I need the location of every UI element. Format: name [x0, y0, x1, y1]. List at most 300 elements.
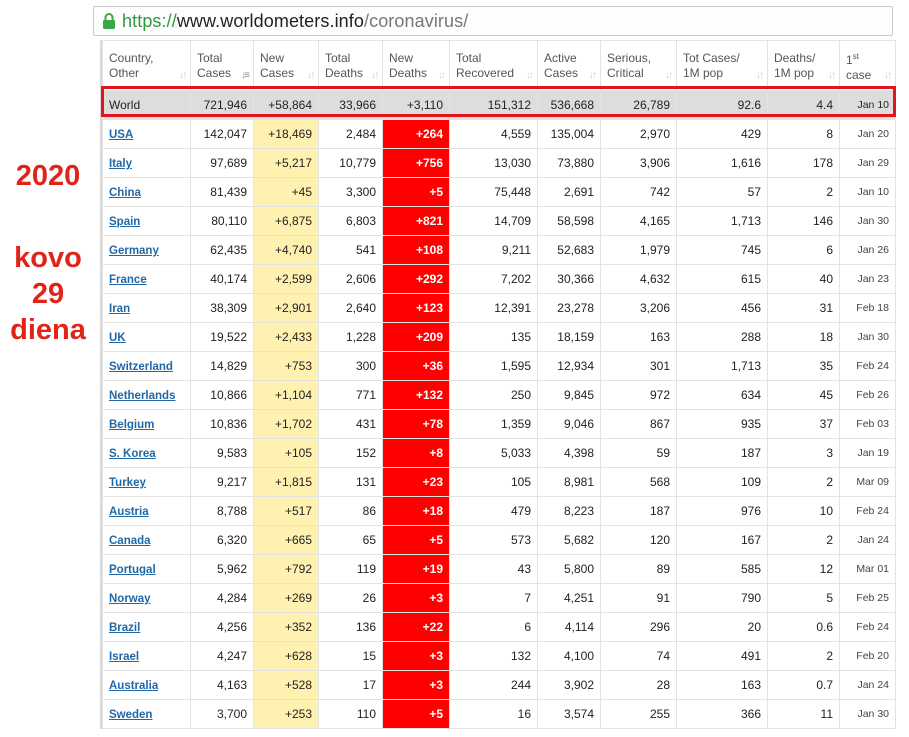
cell-total-deaths: 136 [319, 613, 383, 642]
cell-cases-per-1m: 634 [677, 381, 768, 410]
country-link[interactable]: Austria [109, 506, 149, 518]
covid-table [102, 40, 896, 729]
cell-first-case: Mar 01 [840, 555, 896, 584]
country-link[interactable]: Iran [109, 303, 131, 315]
cell-country [103, 265, 191, 294]
world-total-cases: 721,946 [191, 91, 254, 120]
cell-total-cases: 97,689 [191, 149, 254, 178]
world-total-deaths: 33,966 [319, 91, 383, 120]
cell-country [103, 642, 191, 671]
cell-first-case: Jan 24 [840, 526, 896, 555]
country-link[interactable]: Belgium [109, 419, 155, 431]
sort-icon[interactable]: ↓↑ [665, 70, 671, 81]
country-link[interactable]: UK [109, 332, 126, 344]
country-link[interactable]: Sweden [109, 709, 153, 721]
table-row [103, 120, 896, 149]
header-label-line1: New [260, 50, 285, 65]
cell-cases-per-1m: 163 [677, 671, 768, 700]
cell-deaths-per-1m: 10 [768, 497, 840, 526]
table-row [103, 613, 896, 642]
table-header-row [103, 41, 896, 91]
cell-serious-critical: 89 [601, 555, 677, 584]
cell-total-recovered: 7,202 [450, 265, 538, 294]
world-total-recovered: 151,312 [450, 91, 538, 120]
country-link[interactable]: Israel [109, 651, 140, 663]
cell-total-deaths: 300 [319, 352, 383, 381]
cell-total-recovered: 132 [450, 642, 538, 671]
cell-new-deaths: +78 [383, 410, 450, 439]
country-link[interactable]: Germany [109, 245, 159, 257]
cell-cases-per-1m: 745 [677, 236, 768, 265]
country-link[interactable]: Switzerland [109, 361, 173, 373]
cell-new-deaths: +3 [383, 671, 450, 700]
cell-total-recovered: 7 [450, 584, 538, 613]
cell-country [103, 497, 191, 526]
table-row [103, 671, 896, 700]
cell-active-cases: 23,278 [538, 294, 601, 323]
cell-new-cases: +4,740 [254, 236, 319, 265]
sort-icon[interactable]: ↓↑ [526, 70, 532, 81]
cell-serious-critical: 568 [601, 468, 677, 497]
cell-first-case: Jan 23 [840, 265, 896, 294]
cell-serious-critical: 120 [601, 526, 677, 555]
cell-total-cases: 5,962 [191, 555, 254, 584]
cell-total-cases: 142,047 [191, 120, 254, 149]
cell-first-case: Feb 25 [840, 584, 896, 613]
cell-serious-critical: 2,970 [601, 120, 677, 149]
header-label-line2: Cases [544, 65, 579, 80]
cell-first-case: Feb 20 [840, 642, 896, 671]
cell-cases-per-1m: 456 [677, 294, 768, 323]
cell-country [103, 526, 191, 555]
header-total-recovered[interactable] [450, 41, 538, 91]
header-label-line1: Active [544, 50, 577, 65]
cell-new-deaths: +19 [383, 555, 450, 584]
table-row [103, 410, 896, 439]
cell-serious-critical: 91 [601, 584, 677, 613]
cell-new-cases: +2,599 [254, 265, 319, 294]
header-label-line2: Cases [260, 65, 295, 80]
world-cases-per-1m: 92.6 [677, 91, 768, 120]
cell-deaths-per-1m: 3 [768, 439, 840, 468]
cell-total-recovered: 9,211 [450, 236, 538, 265]
cell-new-deaths: +36 [383, 352, 450, 381]
cell-total-cases: 14,829 [191, 352, 254, 381]
cell-serious-critical: 187 [601, 497, 677, 526]
header-label-line1: Total [325, 50, 351, 65]
cell-cases-per-1m: 585 [677, 555, 768, 584]
header-label-line1: Serious, [607, 50, 652, 65]
cell-total-cases: 10,836 [191, 410, 254, 439]
cell-total-recovered: 13,030 [450, 149, 538, 178]
country-link[interactable]: France [109, 274, 147, 286]
cell-cases-per-1m: 491 [677, 642, 768, 671]
cell-new-deaths: +18 [383, 497, 450, 526]
sort-icon[interactable]: ↓↑ [179, 70, 185, 81]
cell-cases-per-1m: 1,616 [677, 149, 768, 178]
sort-icon[interactable]: ↓↑ [756, 70, 762, 81]
cell-total-cases: 62,435 [191, 236, 254, 265]
cell-deaths-per-1m: 2 [768, 642, 840, 671]
header-serious-critical[interactable] [601, 41, 677, 91]
cell-active-cases: 58,598 [538, 207, 601, 236]
cell-active-cases: 18,159 [538, 323, 601, 352]
cell-first-case: Jan 30 [840, 323, 896, 352]
header-new-cases[interactable] [254, 41, 319, 91]
header-label-line2: Critical [607, 65, 644, 80]
cell-first-case: Feb 24 [840, 613, 896, 642]
cell-total-deaths: 119 [319, 555, 383, 584]
cell-serious-critical: 4,165 [601, 207, 677, 236]
cell-active-cases: 52,683 [538, 236, 601, 265]
cell-total-deaths: 3,300 [319, 178, 383, 207]
header-label-line2: Deaths [325, 65, 364, 80]
header-label-line1: Country, [109, 50, 154, 65]
cell-deaths-per-1m: 35 [768, 352, 840, 381]
cell-deaths-per-1m: 12 [768, 555, 840, 584]
cell-new-deaths: +292 [383, 265, 450, 294]
cell-total-cases: 4,163 [191, 671, 254, 700]
url-text[interactable] [122, 11, 468, 32]
cell-deaths-per-1m: 0.7 [768, 671, 840, 700]
world-first-case: Jan 10 [840, 91, 896, 120]
world-country: World [103, 91, 191, 120]
table-row [103, 700, 896, 729]
table-row [103, 352, 896, 381]
cell-total-cases: 38,309 [191, 294, 254, 323]
header-label-line2: 1M pop [683, 65, 724, 80]
cell-new-deaths: +821 [383, 207, 450, 236]
cell-active-cases: 9,046 [538, 410, 601, 439]
cell-serious-critical: 867 [601, 410, 677, 439]
cell-new-cases: +269 [254, 584, 319, 613]
cell-active-cases: 4,100 [538, 642, 601, 671]
cell-total-deaths: 431 [319, 410, 383, 439]
cell-country [103, 671, 191, 700]
header-label-line2: Cases [197, 65, 232, 80]
cell-total-cases: 4,284 [191, 584, 254, 613]
country-link[interactable]: USA [109, 129, 134, 141]
header-label-line1: Deaths/ [774, 50, 816, 65]
cell-total-cases: 80,110 [191, 207, 254, 236]
header-label-sup: st [852, 51, 859, 61]
header-new-deaths[interactable] [383, 41, 450, 91]
header-total-cases[interactable] [191, 41, 254, 91]
cell-new-deaths: +132 [383, 381, 450, 410]
header-cases-per-1m[interactable] [677, 41, 768, 91]
header-first-case[interactable] [840, 41, 896, 91]
cell-new-cases: +105 [254, 439, 319, 468]
country-link[interactable]: Portugal [109, 564, 156, 576]
cell-deaths-per-1m: 11 [768, 700, 840, 729]
cell-new-deaths: +22 [383, 613, 450, 642]
cell-active-cases: 12,934 [538, 352, 601, 381]
cell-total-deaths: 15 [319, 642, 383, 671]
cell-new-cases: +45 [254, 178, 319, 207]
sort-icon[interactable]: ↓↑ [307, 70, 313, 81]
cell-total-deaths: 65 [319, 526, 383, 555]
cell-cases-per-1m: 366 [677, 700, 768, 729]
cell-total-recovered: 43 [450, 555, 538, 584]
sort-icon[interactable]: ↓↑ [884, 70, 890, 81]
cell-serious-critical: 4,632 [601, 265, 677, 294]
cell-new-cases: +6,875 [254, 207, 319, 236]
table-row [103, 381, 896, 410]
cell-deaths-per-1m: 8 [768, 120, 840, 149]
header-label-line2: Recovered [456, 65, 515, 80]
cell-total-deaths: 17 [319, 671, 383, 700]
cell-deaths-per-1m: 2 [768, 468, 840, 497]
country-link[interactable]: Brazil [109, 622, 141, 634]
annotation-date-line1: kovo [14, 242, 82, 274]
cell-total-recovered: 573 [450, 526, 538, 555]
cell-active-cases: 5,800 [538, 555, 601, 584]
cell-active-cases: 4,251 [538, 584, 601, 613]
cell-country [103, 149, 191, 178]
cell-active-cases: 2,691 [538, 178, 601, 207]
table-row [103, 497, 896, 526]
cell-total-recovered: 75,448 [450, 178, 538, 207]
table-row [103, 207, 896, 236]
cell-active-cases: 8,223 [538, 497, 601, 526]
table-row [103, 642, 896, 671]
cell-first-case: Feb 26 [840, 381, 896, 410]
cell-new-deaths: +209 [383, 323, 450, 352]
country-link[interactable]: Netherlands [109, 390, 176, 402]
cell-deaths-per-1m: 37 [768, 410, 840, 439]
cell-new-deaths: +3 [383, 584, 450, 613]
cell-total-cases: 19,522 [191, 323, 254, 352]
cell-total-deaths: 110 [319, 700, 383, 729]
lock-icon [102, 12, 116, 30]
address-bar[interactable] [93, 6, 893, 36]
cell-deaths-per-1m: 2 [768, 526, 840, 555]
cell-total-cases: 4,247 [191, 642, 254, 671]
cell-country [103, 207, 191, 236]
cell-total-recovered: 1,359 [450, 410, 538, 439]
cell-new-deaths: +23 [383, 468, 450, 497]
table-row [103, 265, 896, 294]
table-row [103, 178, 896, 207]
cell-country [103, 352, 191, 381]
cell-country [103, 294, 191, 323]
table-row [103, 236, 896, 265]
country-link[interactable]: Spain [109, 216, 141, 228]
cell-total-deaths: 2,640 [319, 294, 383, 323]
cell-cases-per-1m: 109 [677, 468, 768, 497]
sort-icon[interactable]: ↓≡ [241, 70, 248, 81]
cell-serious-critical: 301 [601, 352, 677, 381]
header-label-line2: Deaths [389, 65, 428, 80]
country-link[interactable]: Italy [109, 158, 133, 170]
cell-first-case: Feb 24 [840, 497, 896, 526]
cell-deaths-per-1m: 5 [768, 584, 840, 613]
cell-total-deaths: 26 [319, 584, 383, 613]
cell-total-cases: 9,583 [191, 439, 254, 468]
table-row [103, 294, 896, 323]
cell-total-cases: 8,788 [191, 497, 254, 526]
cell-serious-critical: 3,206 [601, 294, 677, 323]
cell-total-recovered: 16 [450, 700, 538, 729]
header-label-line2: 1M pop [774, 65, 815, 80]
world-row [103, 91, 896, 120]
cell-total-cases: 81,439 [191, 178, 254, 207]
cell-cases-per-1m: 1,713 [677, 207, 768, 236]
cell-active-cases: 8,981 [538, 468, 601, 497]
cell-country [103, 584, 191, 613]
cell-first-case: Jan 30 [840, 207, 896, 236]
cell-country [103, 236, 191, 265]
header-total-deaths[interactable] [319, 41, 383, 91]
cell-new-cases: +1,104 [254, 381, 319, 410]
cell-total-deaths: 1,228 [319, 323, 383, 352]
cell-country [103, 410, 191, 439]
cell-total-deaths: 771 [319, 381, 383, 410]
table-row [103, 323, 896, 352]
cell-active-cases: 3,574 [538, 700, 601, 729]
cell-total-recovered: 1,595 [450, 352, 538, 381]
cell-total-cases: 3,700 [191, 700, 254, 729]
annotation-date-line3: diena [10, 314, 86, 346]
world-new-cases: +58,864 [254, 91, 319, 120]
cell-deaths-per-1m: 146 [768, 207, 840, 236]
cell-first-case: Feb 03 [840, 410, 896, 439]
cell-country [103, 613, 191, 642]
table-row [103, 584, 896, 613]
cell-cases-per-1m: 976 [677, 497, 768, 526]
world-active-cases: 536,668 [538, 91, 601, 120]
cell-new-cases: +753 [254, 352, 319, 381]
header-label-line2: case [846, 67, 872, 82]
header-label-line2: Other [109, 65, 140, 80]
cell-first-case: Jan 29 [840, 149, 896, 178]
cell-cases-per-1m: 288 [677, 323, 768, 352]
cell-total-deaths: 86 [319, 497, 383, 526]
url-host: www.worldometers.info [176, 10, 364, 31]
country-link[interactable]: Australia [109, 680, 159, 692]
cell-country [103, 120, 191, 149]
cell-active-cases: 3,902 [538, 671, 601, 700]
sort-icon[interactable]: ↓↑ [438, 70, 444, 81]
table-row [103, 526, 896, 555]
cell-deaths-per-1m: 178 [768, 149, 840, 178]
cell-total-recovered: 12,391 [450, 294, 538, 323]
cell-deaths-per-1m: 0.6 [768, 613, 840, 642]
world-new-deaths: +3,110 [383, 91, 450, 120]
cell-deaths-per-1m: 31 [768, 294, 840, 323]
cell-total-deaths: 131 [319, 468, 383, 497]
sort-icon[interactable]: ↓↑ [589, 70, 595, 81]
cell-new-cases: +528 [254, 671, 319, 700]
header-label-line1: Total [456, 50, 482, 65]
cell-deaths-per-1m: 40 [768, 265, 840, 294]
header-active-cases[interactable] [538, 41, 601, 91]
world-serious-critical: 26,789 [601, 91, 677, 120]
header-label-line1: Total [197, 50, 223, 65]
cell-new-deaths: +8 [383, 439, 450, 468]
cell-active-cases: 30,366 [538, 265, 601, 294]
cell-total-recovered: 4,559 [450, 120, 538, 149]
country-link[interactable]: Canada [109, 535, 151, 547]
cell-active-cases: 5,682 [538, 526, 601, 555]
table-row [103, 439, 896, 468]
cell-new-cases: +5,217 [254, 149, 319, 178]
cell-country [103, 439, 191, 468]
country-link[interactable]: China [109, 187, 141, 199]
cell-new-deaths: +3 [383, 642, 450, 671]
cell-new-cases: +253 [254, 700, 319, 729]
cell-serious-critical: 28 [601, 671, 677, 700]
cell-new-cases: +2,901 [254, 294, 319, 323]
cell-new-cases: +665 [254, 526, 319, 555]
url-protocol: https:// [122, 10, 177, 31]
cell-total-cases: 9,217 [191, 468, 254, 497]
header-label-line1: New [389, 50, 414, 65]
cell-total-cases: 4,256 [191, 613, 254, 642]
cell-serious-critical: 972 [601, 381, 677, 410]
country-link[interactable]: S. Korea [109, 448, 156, 460]
cell-total-recovered: 250 [450, 381, 538, 410]
cell-new-cases: +1,702 [254, 410, 319, 439]
cell-country [103, 700, 191, 729]
cell-cases-per-1m: 167 [677, 526, 768, 555]
cell-active-cases: 73,880 [538, 149, 601, 178]
cell-total-recovered: 14,709 [450, 207, 538, 236]
cell-new-cases: +628 [254, 642, 319, 671]
sort-icon[interactable]: ↓↑ [828, 70, 834, 81]
cell-deaths-per-1m: 2 [768, 178, 840, 207]
header-country[interactable] [103, 41, 191, 91]
cell-serious-critical: 1,979 [601, 236, 677, 265]
cell-cases-per-1m: 429 [677, 120, 768, 149]
cell-new-deaths: +264 [383, 120, 450, 149]
header-deaths-per-1m[interactable] [768, 41, 840, 91]
cell-country [103, 381, 191, 410]
sort-icon[interactable]: ↓↑ [371, 70, 377, 81]
cell-first-case: Jan 19 [840, 439, 896, 468]
cell-total-recovered: 244 [450, 671, 538, 700]
annotation-year: 2020 [15, 160, 81, 192]
cell-total-deaths: 6,803 [319, 207, 383, 236]
cell-deaths-per-1m: 6 [768, 236, 840, 265]
cell-total-deaths: 10,779 [319, 149, 383, 178]
header-label-line1: 1 [846, 52, 853, 67]
cell-country [103, 555, 191, 584]
cell-first-case: Jan 10 [840, 178, 896, 207]
country-link[interactable]: Norway [109, 593, 151, 605]
cell-cases-per-1m: 615 [677, 265, 768, 294]
cell-new-cases: +18,469 [254, 120, 319, 149]
cell-new-cases: +517 [254, 497, 319, 526]
cell-active-cases: 4,398 [538, 439, 601, 468]
cell-country [103, 178, 191, 207]
cell-new-deaths: +5 [383, 700, 450, 729]
country-link[interactable]: Turkey [109, 477, 146, 489]
cell-cases-per-1m: 57 [677, 178, 768, 207]
table-row [103, 468, 896, 497]
cell-cases-per-1m: 1,713 [677, 352, 768, 381]
annotation-date [0, 240, 96, 348]
cell-active-cases: 135,004 [538, 120, 601, 149]
cell-active-cases: 9,845 [538, 381, 601, 410]
cell-first-case: Jan 20 [840, 120, 896, 149]
cell-first-case: Jan 26 [840, 236, 896, 265]
cell-new-deaths: +108 [383, 236, 450, 265]
cell-total-deaths: 2,484 [319, 120, 383, 149]
cell-total-deaths: 152 [319, 439, 383, 468]
annotation-date-line2: 29 [31, 278, 65, 310]
cell-total-cases: 10,866 [191, 381, 254, 410]
